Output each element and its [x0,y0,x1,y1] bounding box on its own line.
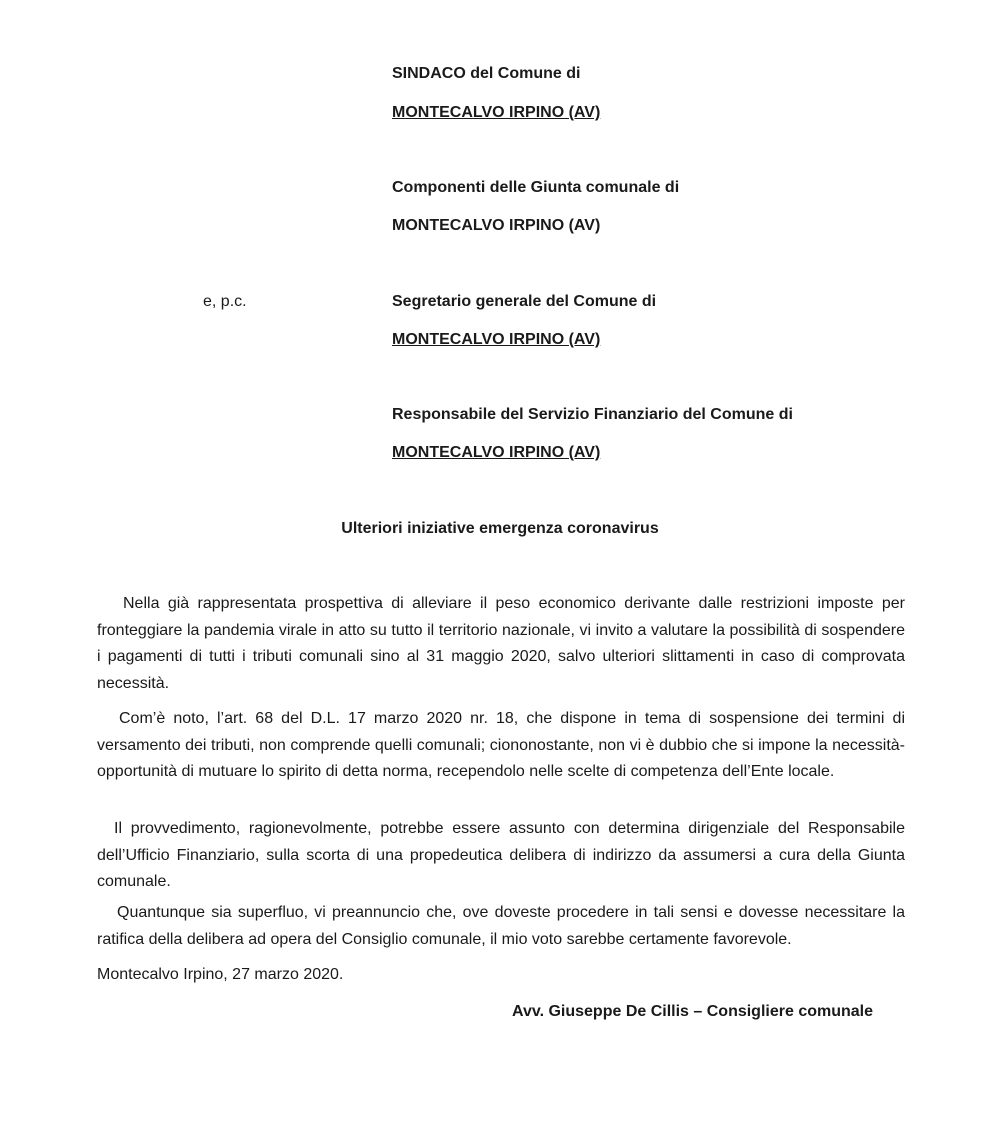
recipient-1-title: SINDACO del Comune di [392,65,581,82]
body-paragraph-3: Il provvedimento, ragionevolmente, potrebbe essere assunto con determina dirigenziale del Responsabile dell’Ufficio Finanziario, sulla scorta di una propedeutica delibera di indirizzo da assumersi a cura della Giunta comunale. [97,820,905,890]
recipient-3-title: Segretario generale del Comune di [392,293,657,310]
body-paragraph-1: Nella già rappresentata prospettiva di alleviare il peso economico derivante dalle restrizioni imposte per fronteggiare la pandemia virale in atto su tutto il territorio nazionale, vi invito a valutare la possibilità di sospendere i pagamenti di tutti i tributi comunali sino al 31 maggio 2020, salvo ulteriori slittamenti in caso di comprovata necessità. [97,595,905,692]
recipient-2-location: MONTECALVO IRPINO (AV) [392,217,601,234]
body-paragraph-4: Quantunque sia superfluo, vi preannuncio che, ove doveste procedere in tali sensi e dovesse necessitare la ratifica della delibera ad opera del Consiglio comunale, il mio voto sarebbe certamente favorevole. [97,904,905,948]
recipient-1-location: MONTECALVO IRPINO (AV) [392,104,601,121]
recipient-3-location: MONTECALVO IRPINO (AV) [392,331,601,348]
signature: Avv. Giuseppe De Cillis – Consigliere comunale [512,1003,873,1020]
recipient-2-title: Componenti delle Giunta comunale di [392,179,680,196]
recipient-4-location: MONTECALVO IRPINO (AV) [392,444,601,461]
recipient-4-title: Responsabile del Servizio Finanziario del Comune di [392,406,793,423]
cc-label: e, p.c. [203,293,247,310]
subject-heading: Ulteriori iniziative emergenza coronavirus [341,520,659,537]
body-paragraph-2: Com’è noto, l’art. 68 del D.L. 17 marzo 2020 nr. 18, che dispone in tema di sospensione dei termini di versamento dei tributi, non comprende quelli comunali; ciononostante, non vi è dubbio che si impone la necessità-opportunità di mutuare lo spirito di detta norma, recependolo nelle scelte di competenza dell’Ente locale. [97,710,905,780]
place-date: Montecalvo Irpino, 27 marzo 2020. [97,966,344,983]
